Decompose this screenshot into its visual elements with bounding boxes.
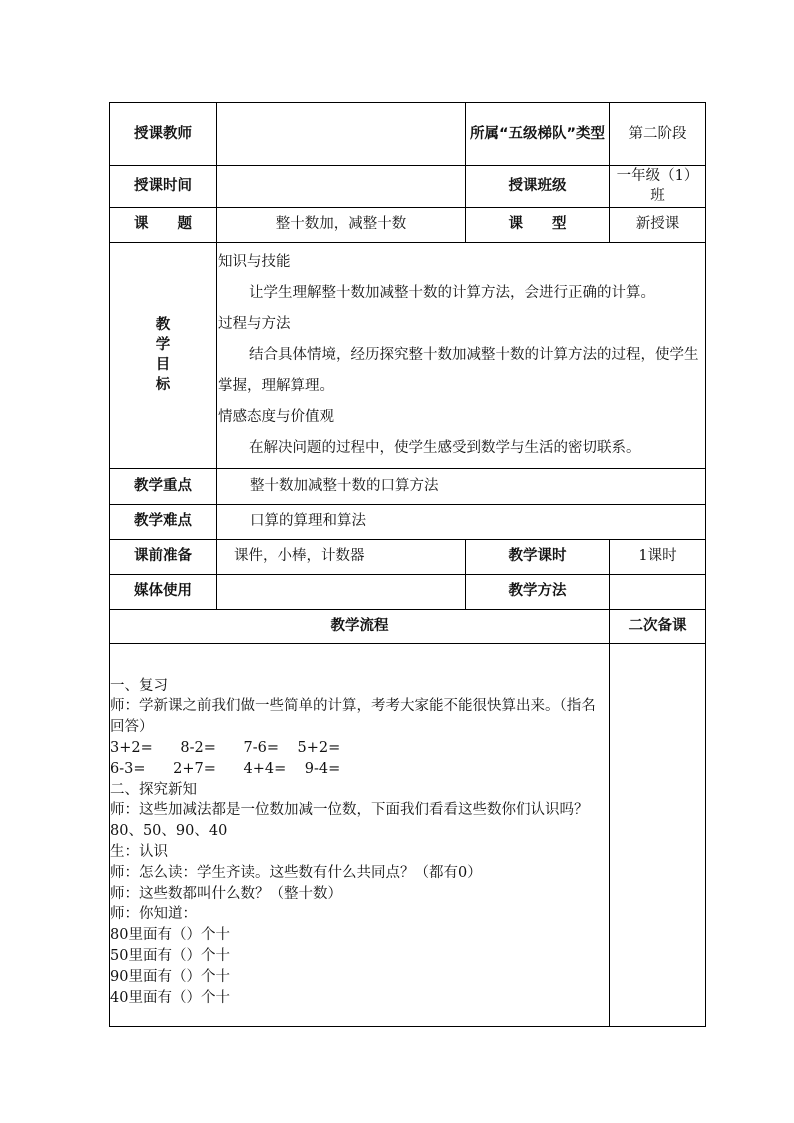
type-label: 所属“五级梯队”类型 [466, 103, 610, 166]
process-line: 90里面有（）个十 [110, 968, 230, 985]
preparation-label: 课前准备 [110, 539, 217, 574]
objectives-label-char: 标 [155, 377, 171, 394]
process-line: 40里面有（）个十 [110, 989, 230, 1006]
objective-heading: 知识与技能 [218, 253, 291, 270]
row-process-content [110, 643, 706, 1026]
process-line: 生：认识 [110, 843, 168, 860]
type-value: 第二阶段 [610, 103, 706, 166]
difficulty-value: 口算的算理和算法 [217, 504, 706, 539]
teacher-label: 授课教师 [110, 103, 217, 166]
topic-label: 课 题 [110, 207, 217, 242]
objective-text: 结合具体情境，经历探究整十数加减整十数的计算方法的过程，使学生掌握，理解算理。 [218, 346, 699, 394]
second-prep-label: 二次备课 [610, 609, 706, 643]
preparation-value: 课件，小棒，计数器 [217, 539, 466, 574]
process-line: 3+2= 8-2= 7-6= 5+2= [110, 739, 341, 756]
objective-heading: 情感态度与价值观 [218, 408, 334, 425]
lesson-type-value: 新授课 [610, 207, 706, 242]
process-label: 教学流程 [110, 609, 610, 643]
objectives-label-char: 学 [155, 336, 171, 353]
objectives-content [217, 242, 706, 468]
key-point-label: 教学重点 [110, 468, 217, 504]
method-value [610, 574, 706, 609]
media-value [217, 574, 466, 609]
time-label: 授课时间 [110, 166, 217, 208]
process-line: 50里面有（）个十 [110, 947, 230, 964]
process-line: 80里面有（）个十 [110, 927, 230, 944]
process-line: 师：学新课之前我们做一些简单的计算，考考大家能不能很快算出来。（指名回答） [110, 698, 596, 736]
row-topic [110, 207, 706, 242]
class-label: 授课班级 [466, 166, 610, 208]
method-label: 教学方法 [466, 574, 610, 609]
objectives-label-char: 目 [155, 357, 171, 374]
hours-label: 教学课时 [466, 539, 610, 574]
objective-heading: 过程与方法 [218, 315, 291, 332]
process-line: 80、50、90、40 [110, 823, 228, 840]
second-prep-content [610, 643, 706, 1026]
process-line: 师：你知道： [110, 906, 197, 923]
objective-text: 在解决问题的过程中，使学生感受到数学与生活的密切联系。 [249, 439, 641, 456]
objectives-label [110, 242, 217, 468]
row-teacher [110, 103, 706, 166]
process-line: 师：这些加减法都是一位数加减一位数，下面我们看看这些数你们认识吗？ [110, 802, 589, 819]
row-preparation [110, 539, 706, 574]
class-value: 一年级（1）班 [610, 166, 706, 208]
row-key-point [110, 468, 706, 504]
row-difficulty [110, 504, 706, 539]
row-objectives [110, 242, 706, 468]
process-line: 一、复习 [110, 677, 168, 694]
key-point-value: 整十数加减整十数的口算方法 [217, 468, 706, 504]
row-media [110, 574, 706, 609]
row-time [110, 166, 706, 208]
process-content [110, 643, 610, 1026]
objective-text: 让学生理解整十数加减整十数的计算方法，会进行正确的计算。 [249, 284, 655, 301]
row-process-header [110, 609, 706, 643]
topic-value: 整十数加，减整十数 [217, 207, 466, 242]
lesson-type-label: 课 型 [466, 207, 610, 242]
process-line: 6-3= 2+7= 4+4= 9-4= [110, 760, 341, 777]
lesson-plan-table [109, 102, 706, 1027]
media-label: 媒体使用 [110, 574, 217, 609]
teacher-value [217, 103, 466, 166]
process-line: 师：这些数都叫什么数？（整十数） [110, 885, 342, 902]
process-line: 师：怎么读：学生齐读。这些数有什么共同点？（都有0） [110, 864, 482, 881]
process-line: 二、探究新知 [110, 781, 197, 798]
time-value [217, 166, 466, 208]
hours-value: 1课时 [610, 539, 706, 574]
objectives-label-char: 教 [155, 316, 171, 333]
difficulty-label: 教学难点 [110, 504, 217, 539]
